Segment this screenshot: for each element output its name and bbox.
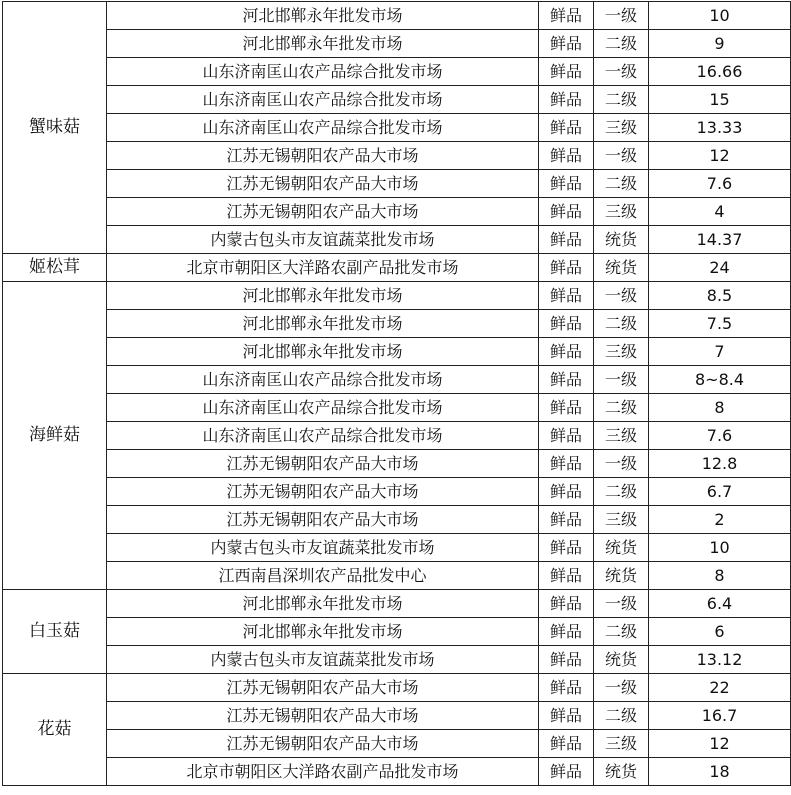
- price-cell: 8.5: [649, 282, 791, 310]
- market-cell: 山东济南匡山农产品综合批发市场: [107, 422, 539, 450]
- grade-cell: 二级: [594, 170, 649, 198]
- market-cell: 江苏无锡朝阳农产品大市场: [107, 730, 539, 758]
- table-row: [3, 226, 791, 254]
- market-cell: 江苏无锡朝阳农产品大市场: [107, 478, 539, 506]
- grade-cell: 一级: [594, 142, 649, 170]
- table-row: [3, 310, 791, 338]
- grade-cell: 二级: [594, 478, 649, 506]
- price-cell: 12: [649, 142, 791, 170]
- table-row: [3, 506, 791, 534]
- type-cell: 鲜品: [539, 562, 594, 590]
- table-row: [3, 758, 791, 786]
- market-cell: 河北邯郸永年批发市场: [107, 2, 539, 30]
- market-cell: 内蒙古包头市友谊蔬菜批发市场: [107, 646, 539, 674]
- type-cell: 鲜品: [539, 618, 594, 646]
- market-cell: 山东济南匡山农产品综合批发市场: [107, 58, 539, 86]
- type-cell: 鲜品: [539, 646, 594, 674]
- market-cell: 山东济南匡山农产品综合批发市场: [107, 394, 539, 422]
- price-cell: 8: [649, 562, 791, 590]
- grade-cell: 统货: [594, 254, 649, 282]
- grade-cell: 统货: [594, 758, 649, 786]
- grade-cell: 二级: [594, 618, 649, 646]
- market-cell: 河北邯郸永年批发市场: [107, 338, 539, 366]
- price-cell: 12: [649, 730, 791, 758]
- price-cell: 4: [649, 198, 791, 226]
- table-row: [3, 142, 791, 170]
- type-cell: 鲜品: [539, 450, 594, 478]
- type-cell: 鲜品: [539, 114, 594, 142]
- price-cell: 22: [649, 674, 791, 702]
- price-cell: 8~8.4: [649, 366, 791, 394]
- table-row: [3, 2, 791, 30]
- price-cell: 7.6: [649, 170, 791, 198]
- grade-cell: 统货: [594, 646, 649, 674]
- grade-cell: 一级: [594, 2, 649, 30]
- market-cell: 江西南昌深圳农产品批发中心: [107, 562, 539, 590]
- table-row: [3, 478, 791, 506]
- grade-cell: 一级: [594, 58, 649, 86]
- table-row: [3, 114, 791, 142]
- table-row: [3, 730, 791, 758]
- type-cell: 鲜品: [539, 506, 594, 534]
- market-cell: 河北邯郸永年批发市场: [107, 30, 539, 58]
- type-cell: 鲜品: [539, 366, 594, 394]
- type-cell: 鲜品: [539, 478, 594, 506]
- grade-cell: 二级: [594, 310, 649, 338]
- price-cell: 8: [649, 394, 791, 422]
- type-cell: 鲜品: [539, 702, 594, 730]
- table-row: [3, 702, 791, 730]
- price-cell: 13.33: [649, 114, 791, 142]
- table-row: [3, 590, 791, 618]
- type-cell: 鲜品: [539, 422, 594, 450]
- table-row: [3, 422, 791, 450]
- grade-cell: 三级: [594, 198, 649, 226]
- table-row: [3, 394, 791, 422]
- market-cell: 江苏无锡朝阳农产品大市场: [107, 142, 539, 170]
- type-cell: 鲜品: [539, 730, 594, 758]
- market-cell: 内蒙古包头市友谊蔬菜批发市场: [107, 534, 539, 562]
- market-cell: 内蒙古包头市友谊蔬菜批发市场: [107, 226, 539, 254]
- grade-cell: 统货: [594, 534, 649, 562]
- grade-cell: 一级: [594, 590, 649, 618]
- type-cell: 鲜品: [539, 2, 594, 30]
- price-cell: 7.5: [649, 310, 791, 338]
- table-row: [3, 30, 791, 58]
- type-cell: 鲜品: [539, 394, 594, 422]
- price-cell: 9: [649, 30, 791, 58]
- variety-cell: 花菇: [3, 674, 107, 786]
- price-cell: 7: [649, 338, 791, 366]
- grade-cell: 二级: [594, 394, 649, 422]
- price-cell: 12.8: [649, 450, 791, 478]
- type-cell: 鲜品: [539, 170, 594, 198]
- table-row: [3, 618, 791, 646]
- price-cell: 16.7: [649, 702, 791, 730]
- grade-cell: 三级: [594, 114, 649, 142]
- table-body: [3, 2, 791, 786]
- price-table: [2, 1, 791, 786]
- price-cell: 18: [649, 758, 791, 786]
- price-cell: 16.66: [649, 58, 791, 86]
- market-cell: 江苏无锡朝阳农产品大市场: [107, 506, 539, 534]
- type-cell: 鲜品: [539, 338, 594, 366]
- type-cell: 鲜品: [539, 534, 594, 562]
- table-row: [3, 534, 791, 562]
- grade-cell: 三级: [594, 338, 649, 366]
- price-cell: 10: [649, 534, 791, 562]
- table-row: [3, 254, 791, 282]
- price-cell: 7.6: [649, 422, 791, 450]
- type-cell: 鲜品: [539, 758, 594, 786]
- variety-cell: 蟹味菇: [3, 2, 107, 254]
- type-cell: 鲜品: [539, 282, 594, 310]
- type-cell: 鲜品: [539, 86, 594, 114]
- variety-cell: 姬松茸: [3, 254, 107, 282]
- grade-cell: 一级: [594, 282, 649, 310]
- price-cell: 6.4: [649, 590, 791, 618]
- variety-cell: 海鲜菇: [3, 282, 107, 590]
- table-row: [3, 450, 791, 478]
- type-cell: 鲜品: [539, 198, 594, 226]
- type-cell: 鲜品: [539, 310, 594, 338]
- grade-cell: 三级: [594, 730, 649, 758]
- type-cell: 鲜品: [539, 590, 594, 618]
- grade-cell: 三级: [594, 506, 649, 534]
- price-cell: 2: [649, 506, 791, 534]
- market-cell: 江苏无锡朝阳农产品大市场: [107, 674, 539, 702]
- grade-cell: 二级: [594, 86, 649, 114]
- price-cell: 24: [649, 254, 791, 282]
- grade-cell: 统货: [594, 226, 649, 254]
- grade-cell: 二级: [594, 702, 649, 730]
- market-cell: 山东济南匡山农产品综合批发市场: [107, 86, 539, 114]
- table-row: [3, 674, 791, 702]
- grade-cell: 统货: [594, 562, 649, 590]
- market-cell: 江苏无锡朝阳农产品大市场: [107, 198, 539, 226]
- table-row: [3, 170, 791, 198]
- table-row: [3, 282, 791, 310]
- market-cell: 北京市朝阳区大洋路农副产品批发市场: [107, 758, 539, 786]
- price-cell: 13.12: [649, 646, 791, 674]
- market-cell: 江苏无锡朝阳农产品大市场: [107, 702, 539, 730]
- table-row: [3, 646, 791, 674]
- market-cell: 江苏无锡朝阳农产品大市场: [107, 450, 539, 478]
- market-cell: 山东济南匡山农产品综合批发市场: [107, 114, 539, 142]
- table-row: [3, 338, 791, 366]
- market-cell: 河北邯郸永年批发市场: [107, 618, 539, 646]
- market-cell: 河北邯郸永年批发市场: [107, 282, 539, 310]
- grade-cell: 一级: [594, 366, 649, 394]
- type-cell: 鲜品: [539, 30, 594, 58]
- table-row: [3, 86, 791, 114]
- table-row: [3, 58, 791, 86]
- market-cell: 河北邯郸永年批发市场: [107, 310, 539, 338]
- price-cell: 10: [649, 2, 791, 30]
- grade-cell: 三级: [594, 422, 649, 450]
- market-cell: 山东济南匡山农产品综合批发市场: [107, 366, 539, 394]
- grade-cell: 二级: [594, 30, 649, 58]
- type-cell: 鲜品: [539, 58, 594, 86]
- type-cell: 鲜品: [539, 254, 594, 282]
- price-cell: 15: [649, 86, 791, 114]
- grade-cell: 一级: [594, 450, 649, 478]
- table-row: [3, 198, 791, 226]
- grade-cell: 一级: [594, 674, 649, 702]
- type-cell: 鲜品: [539, 142, 594, 170]
- variety-cell: 白玉菇: [3, 590, 107, 674]
- price-cell: 6: [649, 618, 791, 646]
- price-cell: 14.37: [649, 226, 791, 254]
- market-cell: 江苏无锡朝阳农产品大市场: [107, 170, 539, 198]
- price-cell: 6.7: [649, 478, 791, 506]
- table-row: [3, 366, 791, 394]
- market-cell: 河北邯郸永年批发市场: [107, 590, 539, 618]
- type-cell: 鲜品: [539, 226, 594, 254]
- market-cell: 北京市朝阳区大洋路农副产品批发市场: [107, 254, 539, 282]
- table-row: [3, 562, 791, 590]
- type-cell: 鲜品: [539, 674, 594, 702]
